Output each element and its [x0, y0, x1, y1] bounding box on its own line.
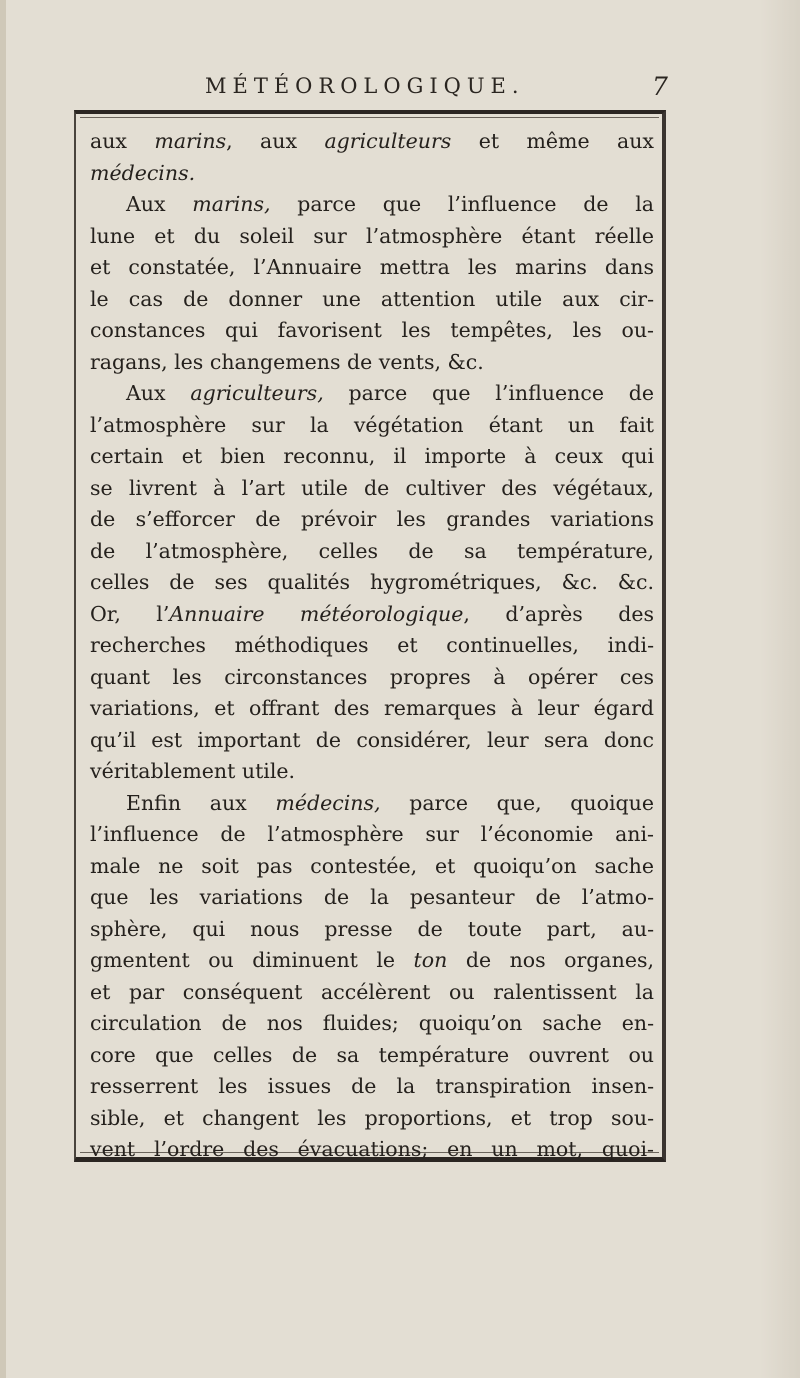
text-line — [90, 1071, 654, 1103]
text-segment: Aux — [126, 381, 191, 405]
text-line — [90, 693, 654, 725]
text-line — [90, 504, 654, 536]
text-line — [90, 473, 654, 505]
text-line — [90, 410, 654, 442]
text-line — [90, 1008, 654, 1040]
running-head — [0, 74, 800, 104]
text-line — [90, 252, 654, 284]
text-line — [90, 126, 654, 158]
italic-text: Annuaire météorologique — [169, 601, 464, 626]
text-line — [90, 347, 484, 379]
text-line — [90, 536, 654, 568]
text-line — [90, 977, 654, 1009]
italic-text: médecins. — [90, 160, 196, 185]
text-segment: véritablement utile. — [90, 759, 296, 783]
text-segment: l’atmosphère sur la végétation étant un fait — [90, 412, 654, 437]
text-segment: constances qui favorisent les tempêtes, les ou- — [90, 318, 654, 342]
text-segment: Aux — [126, 192, 193, 216]
italic-text: agriculteurs — [324, 129, 452, 153]
text-line — [90, 630, 654, 662]
text-segment: de s’efforcer de prévoir les grandes variations — [90, 507, 654, 531]
text-line — [90, 1103, 654, 1135]
text-segment: le cas de donner une attention utile aux cir- — [90, 286, 654, 311]
text-segment: parce que, quoique — [380, 790, 654, 815]
text-segment: l’influence de l’atmosphère sur l’économie ani- — [90, 822, 654, 846]
text-line — [90, 441, 654, 473]
text-line — [90, 158, 195, 190]
italic-text: médecins, — [275, 790, 381, 815]
text-line — [90, 315, 654, 347]
text-segment: male ne soit pas contestée, et quoiqu’on sache — [90, 853, 654, 878]
text-line — [90, 662, 654, 694]
text-segment: de nos organes, — [447, 948, 654, 972]
text-segment: Or, l’ — [90, 601, 170, 626]
running-head-title: MÉTÉOROLOGIQUE. — [205, 74, 525, 98]
text-segment: certain et bien reconnu, il importe à ceux qui — [90, 444, 654, 468]
italic-text: marins — [154, 129, 227, 153]
text-line — [90, 567, 654, 599]
text-segment: , aux — [226, 129, 325, 153]
text-line — [90, 756, 295, 788]
text-line — [90, 914, 654, 946]
text-segment: parce que l’influence de — [323, 381, 654, 405]
text-segment: sible, et changent les proportions, et trop sou- — [90, 1105, 654, 1130]
text-segment: variations, et offrant des remarques à leur égard — [90, 696, 654, 720]
text-segment: et constatée, l’Annuaire mettra les marins dans — [90, 255, 654, 279]
text-segment: recherches méthodiques et continuelles, indi- — [90, 633, 654, 657]
italic-text: ton — [413, 948, 448, 972]
text-segment: et même aux — [451, 129, 654, 153]
text-line — [90, 882, 654, 914]
page-edge — [0, 0, 6, 1378]
text-line — [90, 725, 654, 757]
text-segment: que les variations de la pesanteur de l’atmo- — [90, 885, 654, 909]
italic-text: marins, — [192, 192, 271, 216]
text-segment: ragans, les changemens de vents, &c. — [90, 349, 484, 374]
text-line — [90, 851, 654, 883]
text-segment: quant les circonstances propres à opérer ces — [90, 664, 654, 689]
paper-shading — [760, 0, 800, 1378]
text-line — [90, 1040, 654, 1072]
text-line — [90, 1134, 654, 1166]
text-line — [90, 378, 654, 410]
text-line — [90, 284, 654, 316]
text-segment: qu’il est important de considérer, leur sera donc — [90, 727, 654, 752]
text-segment: vent l’ordre des évacuations; en un mot, quoi- — [90, 1137, 654, 1161]
text-segment: et par conséquent accélèrent ou ralentissent la — [90, 979, 654, 1004]
text-segment: parce que l’influence de la — [270, 192, 654, 216]
page-number: 7 — [652, 72, 668, 101]
text-line — [90, 189, 654, 221]
text-segment: , d’après des — [463, 601, 654, 626]
text-line — [90, 945, 654, 977]
text-line — [90, 788, 654, 820]
text-line — [90, 599, 654, 631]
text-segment: celles de ses qualités hygrométriques, &c. &c. — [90, 570, 654, 594]
text-line — [90, 819, 654, 851]
text-segment: se livrent à l’art utile de cultiver des végétaux, — [90, 475, 654, 500]
text-segment: de l’atmosphère, celles de sa température, — [90, 538, 654, 563]
text-line — [90, 221, 654, 253]
text-segment: Enfin aux — [126, 790, 276, 815]
text-segment: gmentent ou diminuent le — [90, 948, 414, 972]
text-segment: circulation de nos fluides; quoiqu’on sache en- — [90, 1011, 654, 1035]
text-segment: aux — [90, 129, 155, 153]
text-segment: core que celles de sa température ouvrent ou — [90, 1042, 654, 1067]
text-segment: lune et du soleil sur l’atmosphère étant réelle — [90, 223, 654, 248]
italic-text: agriculteurs, — [190, 381, 324, 405]
text-segment: resserrent les issues de la transpiration insen- — [90, 1074, 654, 1098]
text-segment: sphère, qui nous presse de toute part, au- — [90, 916, 654, 941]
